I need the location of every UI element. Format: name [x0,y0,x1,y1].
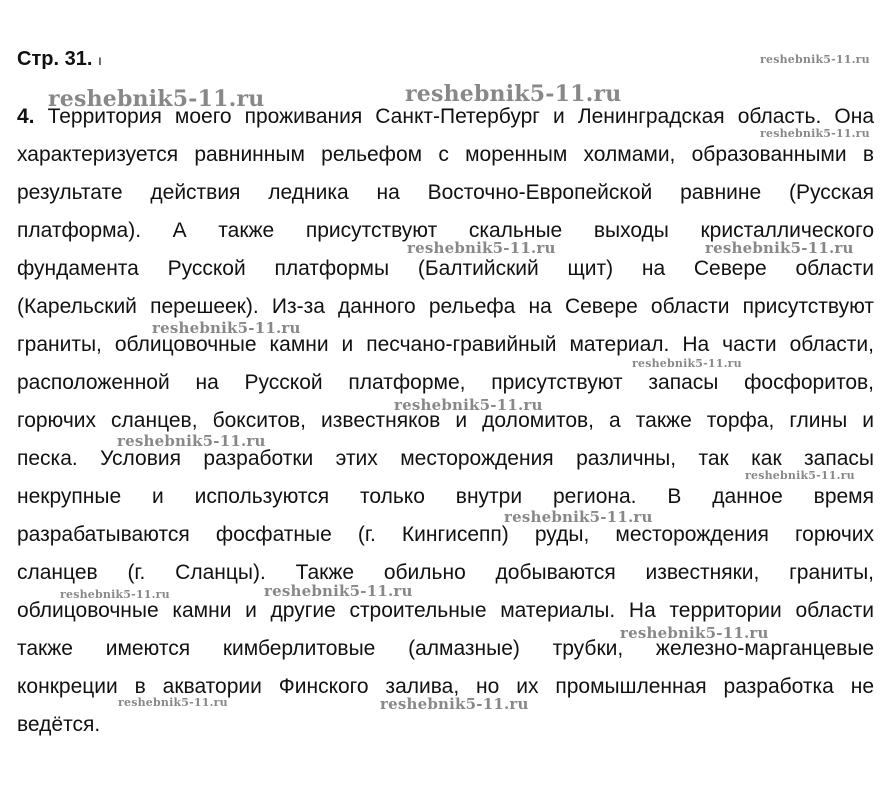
watermark: reshebnik5-11.ru [118,696,228,709]
text-line: облицовочные камни и другие строительные материалы. На территории области [17,599,874,622]
watermark: reshebnik5-11.ru [407,239,556,257]
page-reference: Стр. 31. [17,48,98,70]
task-number: 4. [17,105,35,128]
page-heading [17,48,102,71]
text-line: горючих сланцев, бокситов, известняков и доломитов, а также торфа, глины и [17,409,874,432]
watermark: reshebnik5-11.ru [705,239,854,257]
watermark: reshebnik5-11.ru [264,582,413,600]
watermark: reshebnik5-11.ru [117,432,266,450]
text-line: песка. Условия разработки этих месторождения различны, так как запасы [17,447,874,470]
text-line: платформа). А также присутствуют скальные выходы кристаллического [17,219,874,242]
text-line: конкреции в акватории Финского залива, но их промышленная разработка не [17,675,874,698]
watermark: reshebnik5-11.ru [394,396,543,414]
text-line: (Карельский перешеек). Из-за данного рельефа на Севере области присутствуют [17,295,874,318]
text-line: результате действия ледника на Восточно-Европейской равнине (Русская [17,181,874,204]
watermark: reshebnik5-11.ru [405,81,622,107]
text-line: граниты, облицовочные камни и песчано-гравийный материал. На части области, [17,333,874,356]
watermark: reshebnik5-11.ru [60,588,170,601]
watermark: reshebnik5-11.ru [48,86,265,112]
text-line: также имеются кимберлитовые (алмазные) трубки, железно-марганцевые [17,637,874,660]
text-line: ведётся. [17,713,101,736]
text-line: 4. Территория моего проживания Санкт-Петербург и Ленинградская область. Она [17,105,874,128]
watermark: reshebnik5-11.ru [745,469,855,482]
watermark: reshebnik5-11.ru [760,53,870,66]
text-line: сланцев (г. Сланцы). Также обильно добываются известняки, граниты, [17,561,874,584]
watermark: reshebnik5-11.ru [620,624,769,642]
text-line: расположенной на Русской платформе, присутствуют запасы фосфоритов, [17,371,874,394]
answer-paragraph [17,98,874,744]
watermark: reshebnik5-11.ru [380,695,529,713]
watermark: reshebnik5-11.ru [760,127,870,140]
watermark: reshebnik5-11.ru [152,319,301,337]
text-line: некрупные и используются только внутри региона. В данное время [17,485,874,508]
text-line: фундамента Русской платформы (Балтийский щит) на Севере области [17,257,874,280]
heading-mark: ı [97,52,102,68]
text-line: разрабатываются фосфатные (г. Кингисепп) руды, месторождения горючих [17,523,874,546]
watermark: reshebnik5-11.ru [632,357,742,370]
text-line: характеризуется равнинным рельефом с моренным холмами, образованными в [17,143,874,166]
watermark: reshebnik5-11.ru [504,508,653,526]
